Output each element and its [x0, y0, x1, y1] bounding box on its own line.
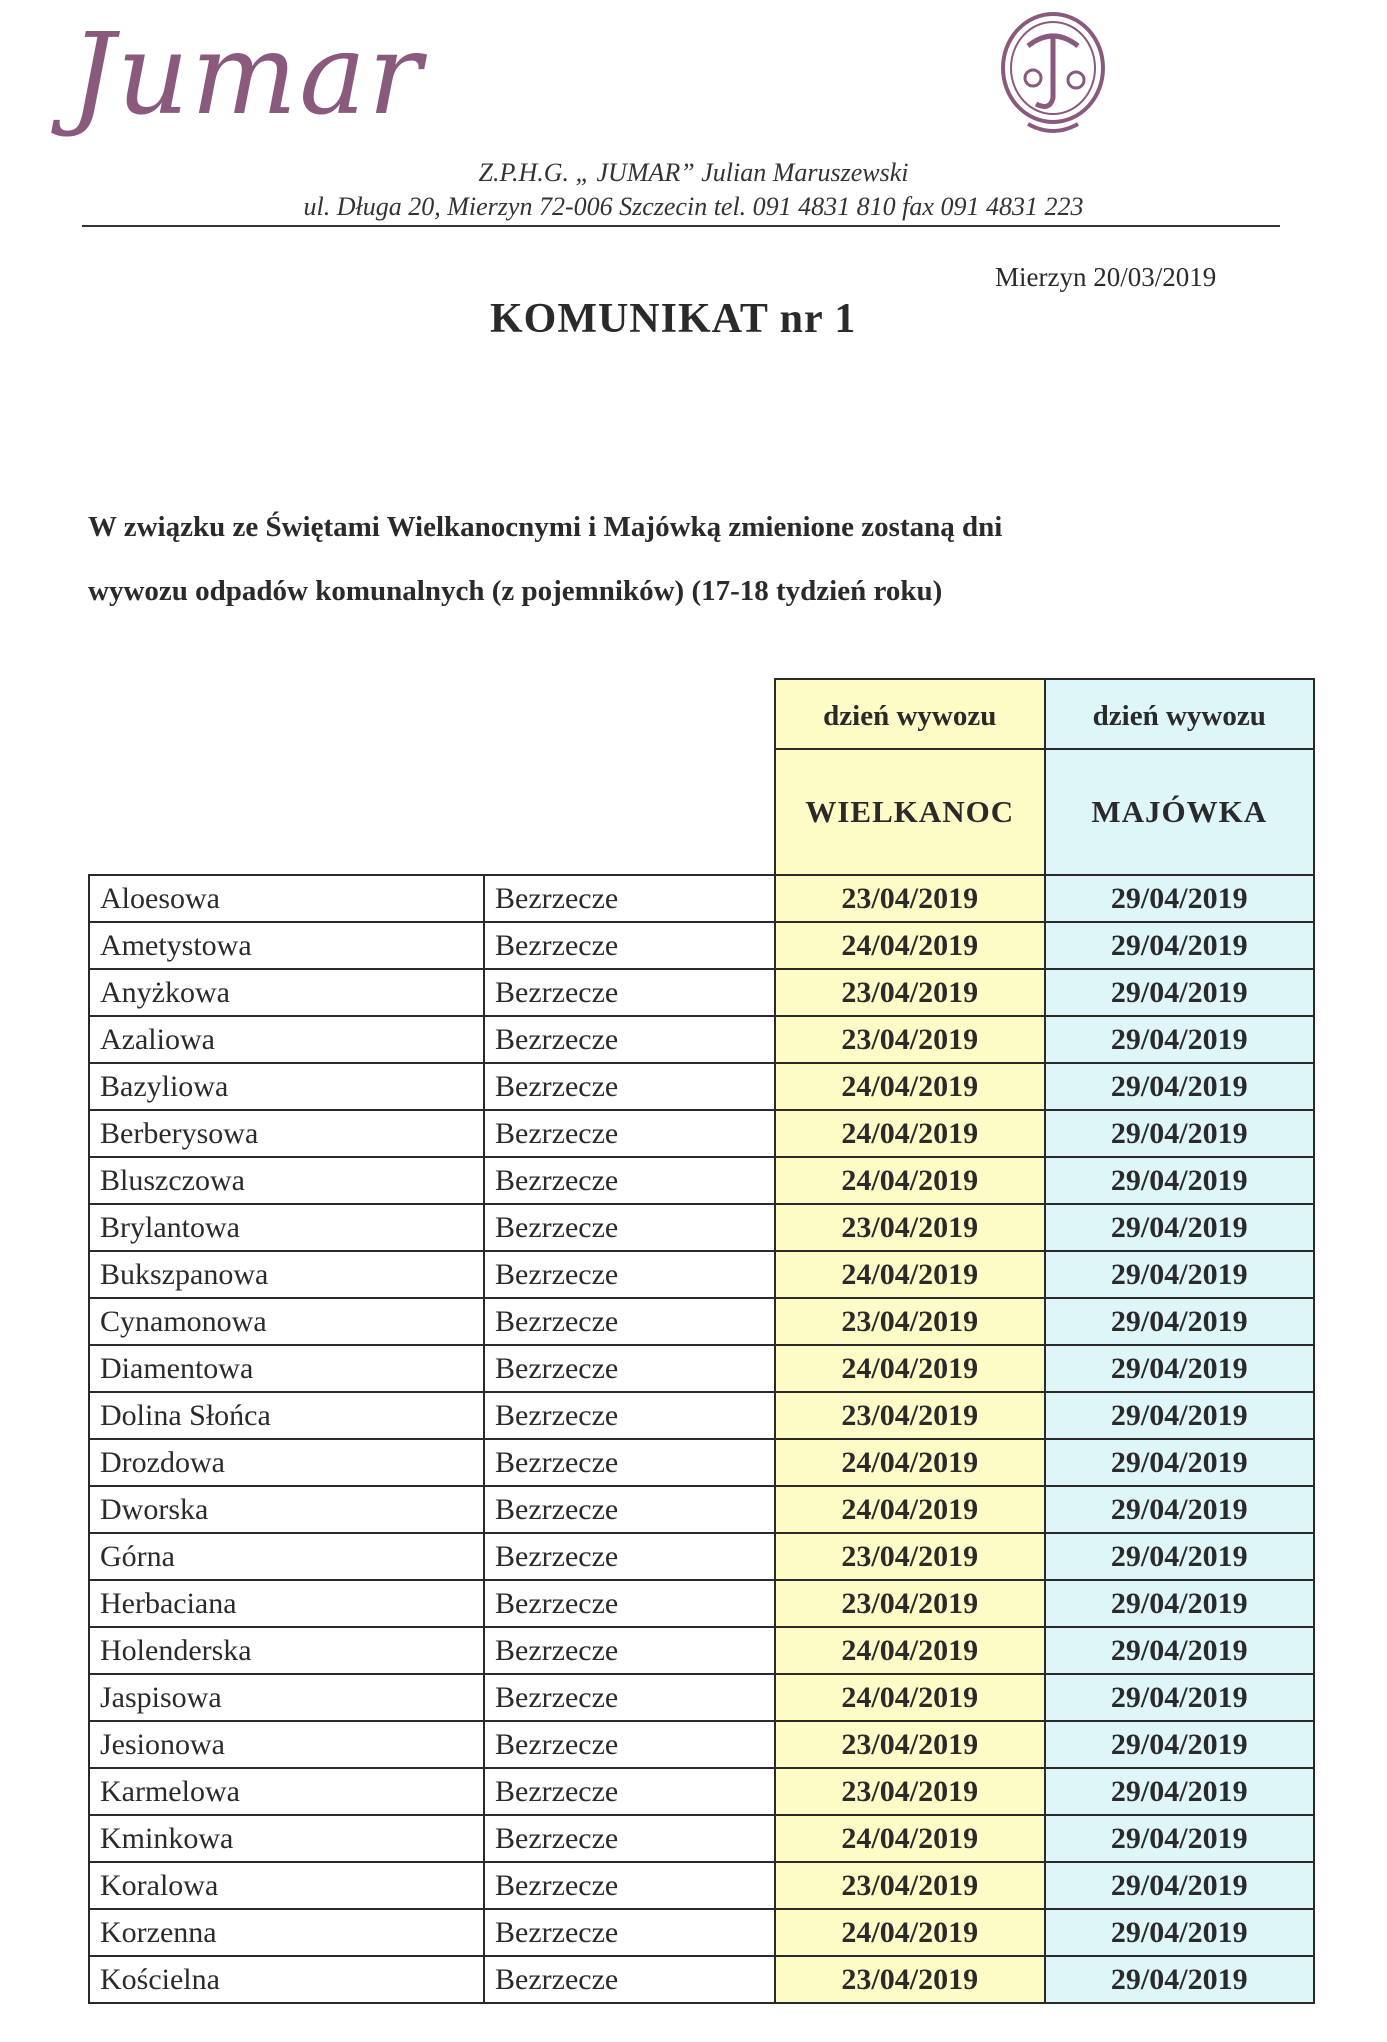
- street-cell: Brylantowa: [89, 1204, 484, 1251]
- easter-date-cell: 23/04/2019: [775, 969, 1045, 1016]
- table-row: [89, 1298, 1314, 1345]
- table-row: [89, 1815, 1314, 1862]
- may-date-cell: 29/04/2019: [1045, 1110, 1315, 1157]
- street-cell: Azaliowa: [89, 1016, 484, 1063]
- may-date-cell: 29/04/2019: [1045, 1674, 1315, 1721]
- schedule-table: [88, 678, 1315, 2004]
- district-cell: Bezrzecze: [484, 1674, 775, 1721]
- may-date-cell: 29/04/2019: [1045, 969, 1315, 1016]
- table-row: [89, 1110, 1314, 1157]
- district-cell: Bezrzecze: [484, 1439, 775, 1486]
- may-date-cell: 29/04/2019: [1045, 1439, 1315, 1486]
- street-cell: Anyżkowa: [89, 969, 484, 1016]
- street-cell: Górna: [89, 1533, 484, 1580]
- easter-date-cell: 24/04/2019: [775, 1251, 1045, 1298]
- table-row: [89, 1627, 1314, 1674]
- district-cell: Bezrzecze: [484, 1627, 775, 1674]
- street-cell: Diamentowa: [89, 1345, 484, 1392]
- table-row: [89, 1862, 1314, 1909]
- street-cell: Aloesowa: [89, 875, 484, 922]
- table-row: [89, 1251, 1314, 1298]
- easter-date-cell: 24/04/2019: [775, 1157, 1045, 1204]
- street-cell: Jaspisowa: [89, 1674, 484, 1721]
- header-easter-bottom: WIELKANOC: [805, 794, 1015, 829]
- table-row: [89, 1392, 1314, 1439]
- street-cell: Holenderska: [89, 1627, 484, 1674]
- street-cell: Bluszczowa: [89, 1157, 484, 1204]
- table-row: [89, 875, 1314, 922]
- may-date-cell: 29/04/2019: [1045, 1627, 1315, 1674]
- header-empty-cell: [484, 679, 775, 875]
- easter-date-cell: 24/04/2019: [775, 1486, 1045, 1533]
- district-cell: Bezrzecze: [484, 1862, 775, 1909]
- table-row: [89, 1345, 1314, 1392]
- district-cell: Bezrzecze: [484, 1392, 775, 1439]
- table-row: [89, 1956, 1314, 2003]
- header-may: [1045, 679, 1315, 875]
- easter-date-cell: 24/04/2019: [775, 922, 1045, 969]
- street-cell: Korzenna: [89, 1909, 484, 1956]
- table-header-row: [89, 679, 1314, 875]
- may-date-cell: 29/04/2019: [1045, 1721, 1315, 1768]
- may-date-cell: 29/04/2019: [1045, 1909, 1315, 1956]
- easter-date-cell: 24/04/2019: [775, 1110, 1045, 1157]
- easter-date-cell: 23/04/2019: [775, 1862, 1045, 1909]
- table-row: [89, 1486, 1314, 1533]
- company-address: ul. Długa 20, Mierzyn 72-006 Szczecin tel. 091 4831 810 fax 091 4831 223: [303, 192, 1084, 221]
- table-row: [89, 1721, 1314, 1768]
- may-date-cell: 29/04/2019: [1045, 1157, 1315, 1204]
- table-row: [89, 1533, 1314, 1580]
- district-cell: Bezrzecze: [484, 1157, 775, 1204]
- street-cell: Bukszpanowa: [89, 1251, 484, 1298]
- may-date-cell: 29/04/2019: [1045, 1345, 1315, 1392]
- intro-text: [88, 495, 1288, 623]
- table-row: [89, 1204, 1314, 1251]
- district-cell: Bezrzecze: [484, 1298, 775, 1345]
- may-date-cell: 29/04/2019: [1045, 1956, 1315, 2003]
- easter-date-cell: 23/04/2019: [775, 1533, 1045, 1580]
- street-cell: Dolina Słońca: [89, 1392, 484, 1439]
- district-cell: Bezrzecze: [484, 1486, 775, 1533]
- header-empty-cell: [89, 679, 484, 875]
- district-cell: Bezrzecze: [484, 1204, 775, 1251]
- may-date-cell: 29/04/2019: [1045, 922, 1315, 969]
- street-cell: Ametystowa: [89, 922, 484, 969]
- may-date-cell: 29/04/2019: [1045, 1815, 1315, 1862]
- street-cell: Dworska: [89, 1486, 484, 1533]
- may-date-cell: 29/04/2019: [1045, 1204, 1315, 1251]
- may-date-cell: 29/04/2019: [1045, 875, 1315, 922]
- header-may-top: dzień wywozu: [1046, 680, 1314, 750]
- district-cell: Bezrzecze: [484, 1580, 775, 1627]
- street-cell: Cynamonowa: [89, 1298, 484, 1345]
- document-title: KOMUNIKAT nr 1: [490, 296, 857, 342]
- street-cell: Koralowa: [89, 1862, 484, 1909]
- header-may-bottom: MAJÓWKA: [1091, 794, 1268, 829]
- table-row: [89, 1439, 1314, 1486]
- district-cell: Bezrzecze: [484, 1063, 775, 1110]
- district-cell: Bezrzecze: [484, 1721, 775, 1768]
- document-date: Mierzyn 20/03/2019: [995, 262, 1217, 292]
- easter-date-cell: 23/04/2019: [775, 1768, 1045, 1815]
- street-cell: Bazyliowa: [89, 1063, 484, 1110]
- may-date-cell: 29/04/2019: [1045, 1298, 1315, 1345]
- district-cell: Bezrzecze: [484, 969, 775, 1016]
- intro-line-2: wywozu odpadów komunalnych (z pojemników) (17-18 tydzień roku): [88, 575, 943, 607]
- easter-date-cell: 24/04/2019: [775, 1063, 1045, 1110]
- district-cell: Bezrzecze: [484, 922, 775, 969]
- street-cell: Herbaciana: [89, 1580, 484, 1627]
- easter-date-cell: 24/04/2019: [775, 1627, 1045, 1674]
- district-cell: Bezrzecze: [484, 1016, 775, 1063]
- table-row: [89, 922, 1314, 969]
- street-cell: Kościelna: [89, 1956, 484, 2003]
- district-cell: Bezrzecze: [484, 1956, 775, 2003]
- street-cell: Kminkowa: [89, 1815, 484, 1862]
- company-emblem-icon: [988, 6, 1118, 146]
- table-row: [89, 969, 1314, 1016]
- district-cell: Bezrzecze: [484, 1815, 775, 1862]
- easter-date-cell: 24/04/2019: [775, 1674, 1045, 1721]
- may-date-cell: 29/04/2019: [1045, 1063, 1315, 1110]
- district-cell: Bezrzecze: [484, 875, 775, 922]
- street-cell: Karmelowa: [89, 1768, 484, 1815]
- table-row: [89, 1909, 1314, 1956]
- street-cell: Drozdowa: [89, 1439, 484, 1486]
- table-row: [89, 1063, 1314, 1110]
- may-date-cell: 29/04/2019: [1045, 1768, 1315, 1815]
- header-easter: [775, 679, 1045, 875]
- easter-date-cell: 23/04/2019: [775, 1580, 1045, 1627]
- easter-date-cell: 23/04/2019: [775, 1721, 1045, 1768]
- easter-date-cell: 24/04/2019: [775, 1909, 1045, 1956]
- district-cell: Bezrzecze: [484, 1533, 775, 1580]
- may-date-cell: 29/04/2019: [1045, 1486, 1315, 1533]
- may-date-cell: 29/04/2019: [1045, 1392, 1315, 1439]
- district-cell: Bezrzecze: [484, 1768, 775, 1815]
- district-cell: Bezrzecze: [484, 1110, 775, 1157]
- easter-date-cell: 23/04/2019: [775, 875, 1045, 922]
- table-row: [89, 1016, 1314, 1063]
- header-easter-top: dzień wywozu: [776, 680, 1044, 750]
- easter-date-cell: 24/04/2019: [775, 1345, 1045, 1392]
- table-row: [89, 1768, 1314, 1815]
- company-name: Z.P.H.G. „ JUMAR” Julian Maruszewski: [478, 158, 909, 187]
- company-logo: Jumar: [70, 10, 424, 140]
- may-date-cell: 29/04/2019: [1045, 1862, 1315, 1909]
- table-row: [89, 1580, 1314, 1627]
- street-cell: Jesionowa: [89, 1721, 484, 1768]
- table-row: [89, 1157, 1314, 1204]
- district-cell: Bezrzecze: [484, 1909, 775, 1956]
- easter-date-cell: 23/04/2019: [775, 1016, 1045, 1063]
- street-cell: Berberysowa: [89, 1110, 484, 1157]
- may-date-cell: 29/04/2019: [1045, 1580, 1315, 1627]
- header-divider: [82, 225, 1280, 227]
- easter-date-cell: 24/04/2019: [775, 1815, 1045, 1862]
- district-cell: Bezrzecze: [484, 1345, 775, 1392]
- easter-date-cell: 23/04/2019: [775, 1204, 1045, 1251]
- table-row: [89, 1674, 1314, 1721]
- may-date-cell: 29/04/2019: [1045, 1533, 1315, 1580]
- easter-date-cell: 23/04/2019: [775, 1392, 1045, 1439]
- intro-line-1: W związku ze Świętami Wielkanocnymi i Majówką zmienione zostaną dni: [88, 511, 1003, 543]
- easter-date-cell: 23/04/2019: [775, 1298, 1045, 1345]
- easter-date-cell: 24/04/2019: [775, 1439, 1045, 1486]
- may-date-cell: 29/04/2019: [1045, 1016, 1315, 1063]
- easter-date-cell: 23/04/2019: [775, 1956, 1045, 2003]
- district-cell: Bezrzecze: [484, 1251, 775, 1298]
- may-date-cell: 29/04/2019: [1045, 1251, 1315, 1298]
